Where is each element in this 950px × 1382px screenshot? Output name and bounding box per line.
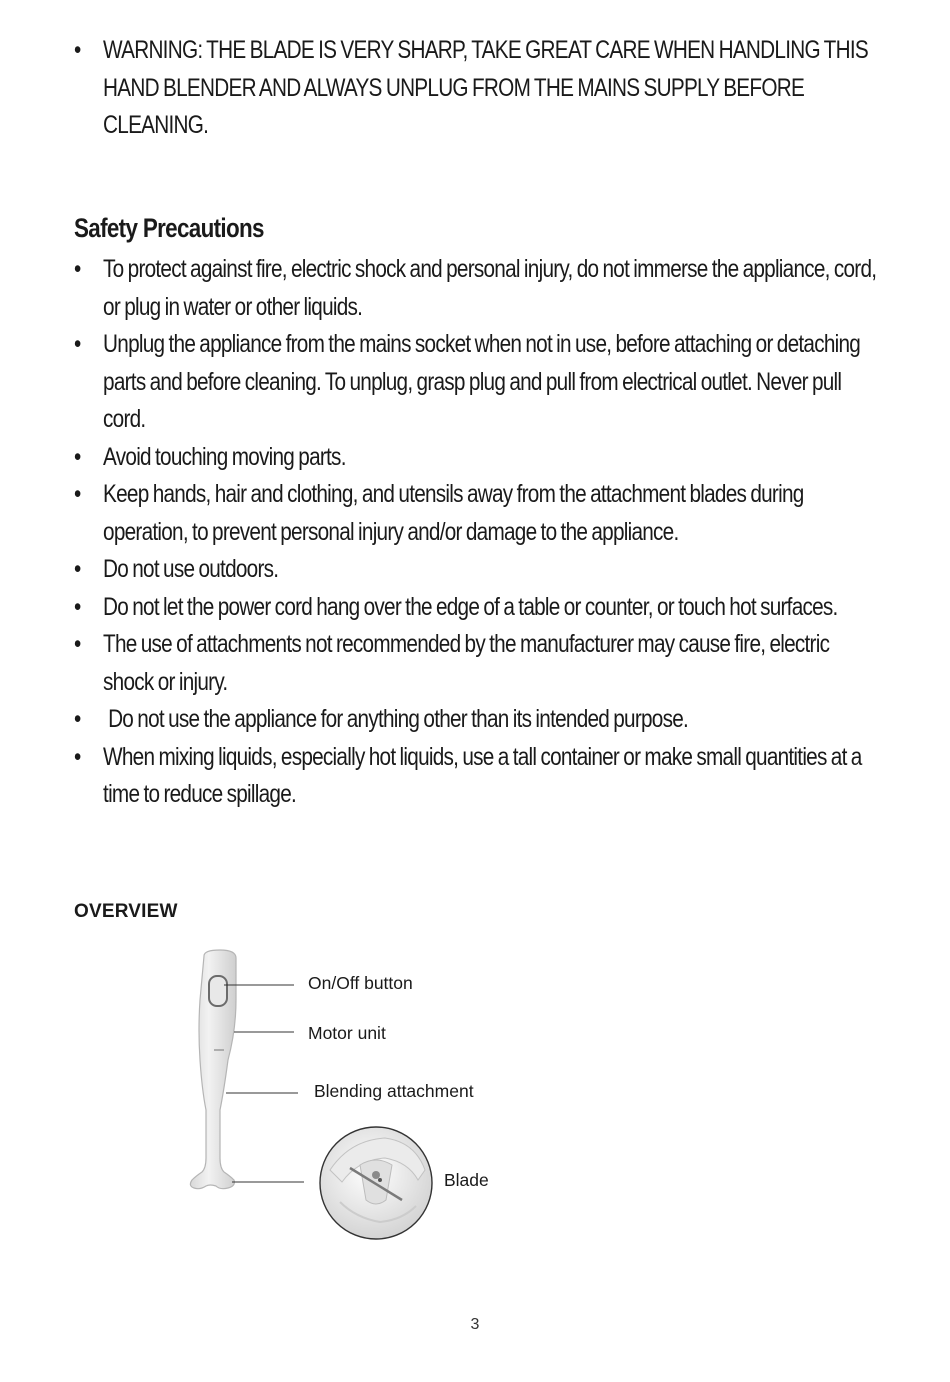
- safety-heading: Safety Precautions: [74, 213, 264, 243]
- warning-list: [74, 32, 874, 145]
- bullet-icon: •: [74, 330, 81, 358]
- list-item: [74, 589, 883, 627]
- list-item: [74, 439, 883, 477]
- list-item: [74, 551, 883, 589]
- blender-diagram: [180, 940, 520, 1260]
- bullet-icon: •: [74, 36, 81, 64]
- list-item-text: Do not use the appliance for anything other than its intended purpose.: [103, 705, 689, 733]
- blending-attachment-label: Blending attachment: [314, 1081, 474, 1101]
- list-item-text: Avoid touching moving parts.: [103, 442, 346, 471]
- list-item: [74, 326, 883, 439]
- blade-label: Blade: [444, 1170, 489, 1190]
- warning-text: WARNING: THE BLADE IS VERY SHARP, TAKE GREAT CARE WHEN HANDLING THIS HAND BLENDER AND ALWAYS UNPLUG FROM THE MAINS SUPPLY BEFORE CLEANING.: [103, 36, 868, 139]
- list-item: [74, 476, 883, 551]
- list-item-text: To protect against fire, electric shock and personal injury, do not immerse the appliance, cord, or plug in water or other liquids.: [103, 255, 877, 321]
- list-item-text: Unplug the appliance from the mains socket when not in use, before attaching or detaching parts and before cleaning. To unplug, grasp plug and pull from electrical outlet. Never pull cord.: [103, 330, 861, 433]
- safety-list: [74, 251, 877, 814]
- bullet-icon: •: [74, 630, 81, 658]
- list-item-text: When mixing liquids, especially hot liquids, use a tall container or make small quantities at a time to reduce spillage.: [103, 742, 862, 808]
- on-off-button-label: On/Off button: [308, 973, 413, 993]
- warning-item: [74, 32, 883, 145]
- bullet-icon: •: [74, 592, 81, 621]
- bullet-icon: •: [74, 742, 81, 771]
- bullet-icon: •: [74, 555, 81, 583]
- list-item-text: Do not let the power cord hang over the edge of a table or counter, or touch hot surfaces.: [103, 592, 838, 621]
- motor-unit-label: Motor unit: [308, 1023, 386, 1043]
- overview-heading: OVERVIEW: [74, 901, 178, 922]
- bullet-icon: •: [74, 255, 81, 283]
- bullet-icon: •: [74, 705, 81, 733]
- list-item: [74, 739, 883, 814]
- on-off-button-shape: [209, 976, 227, 1006]
- page-number: 3: [470, 1316, 480, 1333]
- bullet-icon: •: [74, 480, 81, 508]
- list-item-text: Do not use outdoors.: [103, 555, 279, 583]
- bullet-icon: •: [74, 442, 81, 471]
- list-item: [74, 626, 883, 701]
- list-item: [74, 251, 883, 326]
- list-item-text: The use of attachments not recommended by the manufacturer may cause fire, electric shock or injury.: [103, 630, 830, 696]
- list-item: [74, 701, 883, 739]
- list-item-text: Keep hands, hair and clothing, and utensils away from the attachment blades during operation, to prevent personal injury and/or damage to the appliance.: [103, 480, 804, 546]
